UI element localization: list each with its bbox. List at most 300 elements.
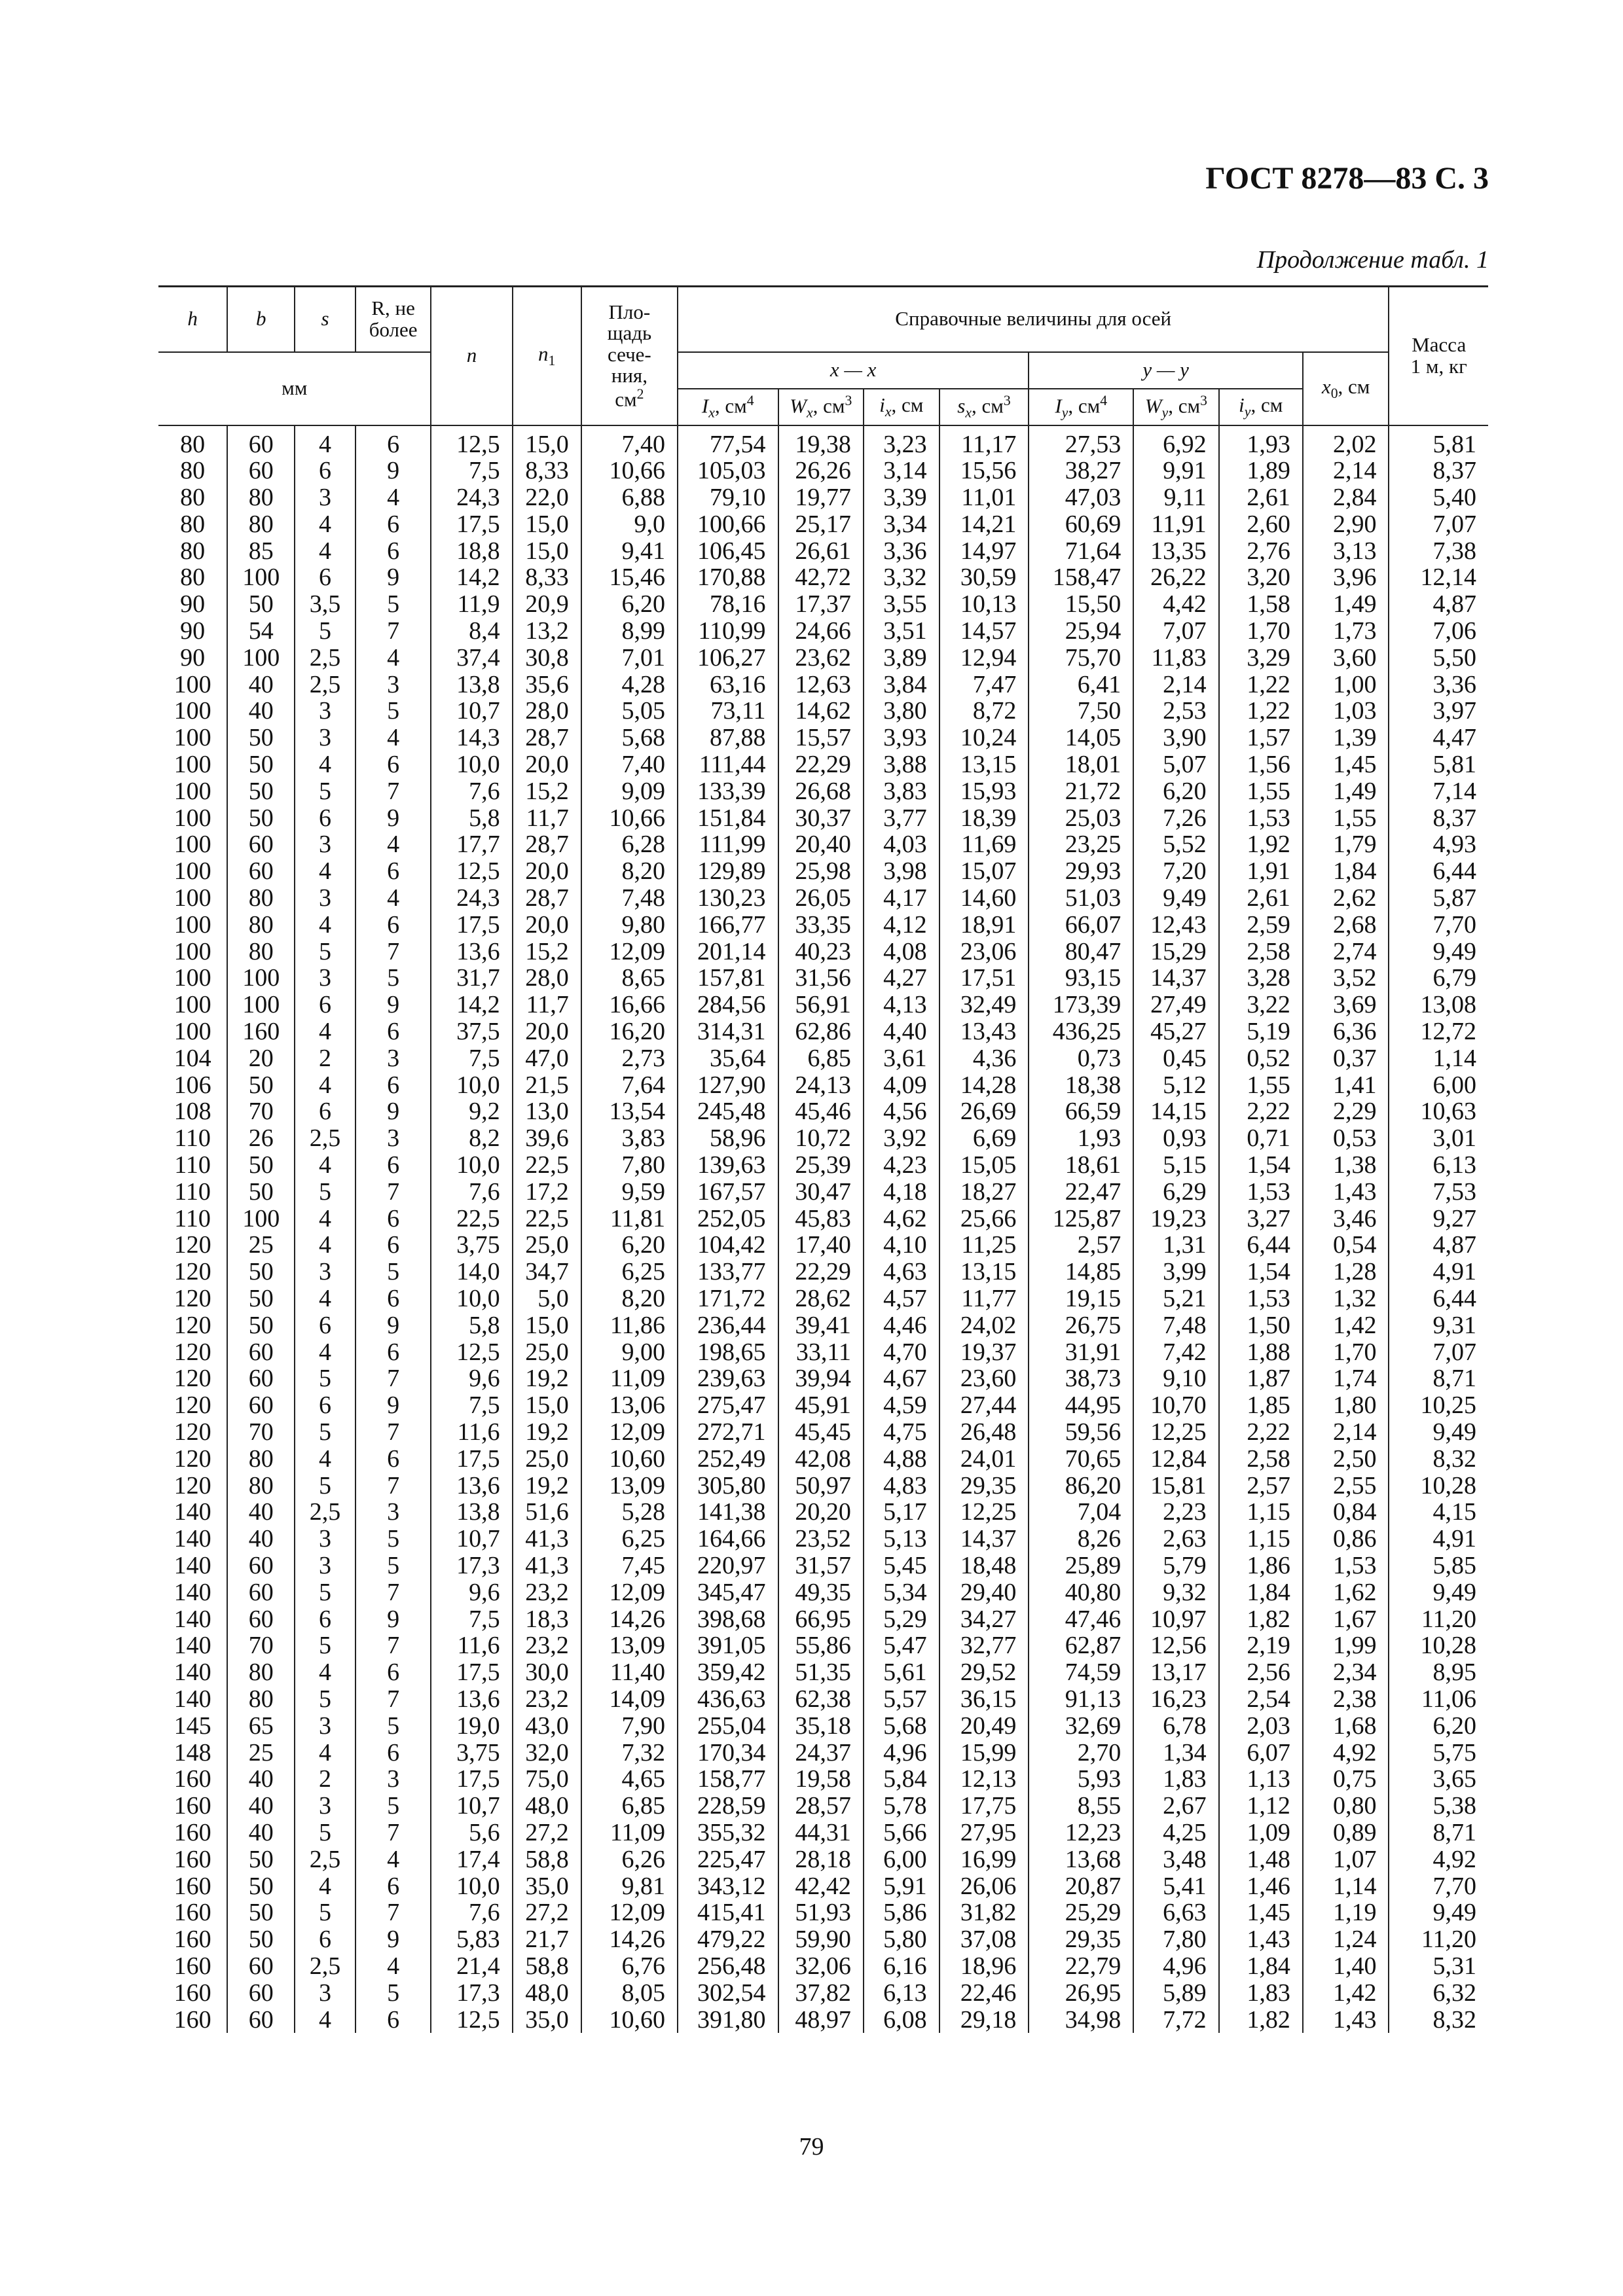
table-cell: 6,79 (1389, 965, 1488, 992)
table-cell: 4 (295, 912, 356, 939)
table-cell: 10,70 (1133, 1392, 1218, 1419)
table-cell: 8,99 (581, 618, 678, 645)
table-cell: 50 (227, 805, 295, 832)
table-cell: 7,64 (581, 1072, 678, 1099)
table-cell: 10,25 (1389, 1392, 1488, 1419)
table-cell: 36,15 (939, 1686, 1029, 1713)
table-cell: 56,91 (778, 992, 864, 1018)
table-cell: 157,81 (678, 965, 778, 992)
table-cell: 2,23 (1133, 1499, 1218, 1526)
table-cell: 7,40 (581, 751, 678, 778)
table-cell: 5,89 (1133, 1980, 1218, 2007)
table-cell: 12,5 (431, 425, 512, 458)
table-cell: 7 (356, 1473, 431, 1499)
table-cell: 7,07 (1389, 511, 1488, 538)
table-cell: 1,88 (1219, 1339, 1303, 1366)
table-cell: 4,47 (1389, 725, 1488, 751)
table-cell: 23,25 (1029, 831, 1133, 858)
table-row (158, 1526, 1488, 1552)
table-cell: 15,0 (513, 511, 581, 538)
table-cell: 6 (356, 425, 431, 458)
table-cell: 3,69 (1303, 992, 1389, 1018)
col-n1-header (513, 287, 581, 425)
table-cell: 2,62 (1303, 885, 1389, 912)
col-sx-header (939, 389, 1029, 425)
table-cell: 4,63 (864, 1259, 939, 1285)
table-cell: 1,53 (1219, 805, 1303, 832)
table-row (158, 1098, 1488, 1125)
table-cell: 6,28 (581, 831, 678, 858)
table-cell: 12,5 (431, 2007, 512, 2034)
table-cell: 4,40 (864, 1018, 939, 1045)
table-cell: 5 (356, 1552, 431, 1579)
table-cell: 6,26 (581, 1846, 678, 1873)
table-cell: 13,15 (939, 751, 1029, 778)
table-cell: 4,18 (864, 1179, 939, 1206)
table-cell: 1,55 (1219, 778, 1303, 805)
col-wy-header (1133, 389, 1218, 425)
table-row (158, 1793, 1488, 1820)
col-s-header: s (295, 287, 356, 352)
wy-sub: y (1161, 404, 1169, 421)
wy-label: W (1144, 394, 1162, 418)
table-row (158, 1285, 1488, 1312)
table-cell: 1,91 (1219, 858, 1303, 885)
table-cell: 4 (356, 484, 431, 511)
table-cell: 170,34 (678, 1740, 778, 1767)
table-cell: 6,88 (581, 484, 678, 511)
table-cell: 104 (158, 1045, 227, 1072)
area-unit-sup: 2 (636, 386, 644, 402)
table-cell: 4,91 (1389, 1259, 1488, 1285)
table-cell: 21,5 (513, 1072, 581, 1099)
x0-unit: , см (1338, 374, 1370, 398)
wx-sup: 3 (845, 392, 852, 408)
table-cell: 3 (295, 725, 356, 751)
area-line3: сече- (607, 342, 651, 366)
table-cell: 140 (158, 1499, 227, 1526)
table-cell: 2,14 (1303, 1419, 1389, 1446)
table-cell: 4 (295, 538, 356, 565)
col-n1-sub: 1 (548, 352, 556, 368)
table-cell: 4,96 (1133, 1953, 1218, 1980)
table-cell: 1,14 (1389, 1045, 1488, 1072)
table-cell: 19,15 (1029, 1285, 1133, 1312)
table-cell: 14,09 (581, 1686, 678, 1713)
table-row (158, 1018, 1488, 1045)
table-cell: 21,72 (1029, 778, 1133, 805)
table-cell: 3,84 (864, 672, 939, 698)
table-cell: 4,57 (864, 1285, 939, 1312)
table-cell: 27,95 (939, 1820, 1029, 1846)
table-cell: 17,3 (431, 1552, 512, 1579)
table-cell: 37,4 (431, 645, 512, 672)
table-cell: 23,2 (513, 1579, 581, 1606)
table-row (158, 1499, 1488, 1526)
col-area-header (581, 287, 678, 425)
table-cell: 12,09 (581, 1419, 678, 1446)
table-cell: 80 (227, 511, 295, 538)
table-cell: 42,08 (778, 1446, 864, 1473)
table-cell: 166,77 (678, 912, 778, 939)
table-cell: 100 (227, 645, 295, 672)
table-cell: 3,65 (1389, 1766, 1488, 1793)
col-r-label: R, не более (369, 296, 418, 341)
table-cell: 9,6 (431, 1579, 512, 1606)
table-cell: 17,5 (431, 1446, 512, 1473)
table-cell: 11,7 (513, 805, 581, 832)
table-cell: 10,7 (431, 698, 512, 725)
table-cell: 40 (227, 1766, 295, 1793)
table-row (158, 538, 1488, 565)
table-cell: 1,79 (1303, 831, 1389, 858)
table-cell: 6,13 (1389, 1152, 1488, 1179)
table-cell: 23,2 (513, 1632, 581, 1659)
table-cell: 11,69 (939, 831, 1029, 858)
table-cell: 1,93 (1029, 1125, 1133, 1152)
table-cell: 4,67 (864, 1365, 939, 1392)
table-cell: 160 (158, 1820, 227, 1846)
table-cell: 1,84 (1303, 858, 1389, 885)
table-cell: 164,66 (678, 1526, 778, 1552)
table-row (158, 1953, 1488, 1980)
table-cell: 47,03 (1029, 484, 1133, 511)
table-cell: 2,90 (1303, 511, 1389, 538)
table-cell: 27,53 (1029, 425, 1133, 458)
table-cell: 5,93 (1029, 1766, 1133, 1793)
table-cell: 4,87 (1389, 1232, 1488, 1259)
table-cell: 120 (158, 1446, 227, 1473)
table-cell: 4 (295, 1206, 356, 1232)
table-cell: 2,50 (1303, 1446, 1389, 1473)
table-cell: 0,73 (1029, 1045, 1133, 1072)
table-cell: 5 (295, 1632, 356, 1659)
table-cell: 4,36 (939, 1045, 1029, 1072)
table-cell: 391,05 (678, 1632, 778, 1659)
table-cell: 6 (295, 992, 356, 1018)
table-cell: 31,57 (778, 1552, 864, 1579)
table-cell: 5,40 (1389, 484, 1488, 511)
table-cell: 19,23 (1133, 1206, 1218, 1232)
table-cell: 4 (295, 1232, 356, 1259)
table-cell: 343,12 (678, 1873, 778, 1900)
table-cell: 12,5 (431, 1339, 512, 1366)
table-cell: 7,53 (1389, 1179, 1488, 1206)
table-cell: 3,14 (864, 457, 939, 484)
axis-xx-header: x — x (678, 352, 1029, 389)
table-cell: 26,26 (778, 457, 864, 484)
table-row (158, 1766, 1488, 1793)
table-cell: 6 (356, 1206, 431, 1232)
table-cell: 5,81 (1389, 751, 1488, 778)
table-cell: 2,14 (1133, 672, 1218, 698)
table-cell: 31,7 (431, 965, 512, 992)
table-cell: 18,96 (939, 1953, 1029, 1980)
table-cell: 4 (295, 1072, 356, 1099)
table-cell: 1,53 (1219, 1285, 1303, 1312)
table-cell: 26,48 (939, 1419, 1029, 1446)
table-cell: 11,9 (431, 591, 512, 618)
table-cell: 70,65 (1029, 1446, 1133, 1473)
wy-unit: , см (1168, 394, 1201, 418)
table-row (158, 1740, 1488, 1767)
table-cell: 11,81 (581, 1206, 678, 1232)
table-cell: 100 (158, 672, 227, 698)
table-cell: 18,38 (1029, 1072, 1133, 1099)
table-cell: 5,12 (1133, 1072, 1218, 1099)
table-cell: 17,51 (939, 965, 1029, 992)
table-cell: 5 (295, 778, 356, 805)
table-cell: 60 (227, 1579, 295, 1606)
table-cell: 3,34 (864, 511, 939, 538)
table-cell: 30,0 (513, 1659, 581, 1686)
table-cell: 19,2 (513, 1419, 581, 1446)
table-cell: 100 (158, 778, 227, 805)
table-cell: 17,4 (431, 1846, 512, 1873)
table-cell: 0,93 (1133, 1125, 1218, 1152)
table-cell: 120 (158, 1312, 227, 1339)
table-row (158, 939, 1488, 965)
table-cell: 359,42 (678, 1659, 778, 1686)
table-cell: 25 (227, 1232, 295, 1259)
table-cell: 60 (227, 1339, 295, 1366)
table-cell: 3,96 (1303, 564, 1389, 591)
table-row (158, 912, 1488, 939)
table-cell: 6 (295, 805, 356, 832)
table-cell: 5,8 (431, 1312, 512, 1339)
table-cell: 1,55 (1219, 1072, 1303, 1099)
table-cell: 160 (158, 1899, 227, 1926)
table-cell: 7,5 (431, 457, 512, 484)
table-cell: 3,51 (864, 618, 939, 645)
table-cell: 29,35 (1029, 1926, 1133, 1953)
table-cell: 105,03 (678, 457, 778, 484)
table-cell: 9,91 (1133, 457, 1218, 484)
table-cell: 80 (227, 1659, 295, 1686)
table-cell: 6 (356, 912, 431, 939)
table-cell: 2,55 (1303, 1473, 1389, 1499)
table-cell: 8,20 (581, 858, 678, 885)
table-cell: 3,29 (1219, 645, 1303, 672)
table-cell: 19,38 (778, 425, 864, 458)
table-cell: 8,2 (431, 1125, 512, 1152)
table-cell: 7 (356, 778, 431, 805)
table-cell: 479,22 (678, 1926, 778, 1953)
table-cell: 1,87 (1219, 1365, 1303, 1392)
table-cell: 1,46 (1219, 1873, 1303, 1900)
table-cell: 4,27 (864, 965, 939, 992)
table-cell: 1,38 (1303, 1152, 1389, 1179)
table-cell: 33,11 (778, 1339, 864, 1366)
table-cell: 15,0 (513, 1392, 581, 1419)
table-cell: 120 (158, 1259, 227, 1285)
table-cell: 160 (158, 1953, 227, 1980)
table-cell: 3,13 (1303, 538, 1389, 565)
table-cell: 160 (158, 2007, 227, 2034)
table-cell: 7,42 (1133, 1339, 1218, 1366)
table-cell: 74,59 (1029, 1659, 1133, 1686)
table-cell: 51,03 (1029, 885, 1133, 912)
table-cell: 3 (356, 1499, 431, 1526)
table-cell: 44,31 (778, 1820, 864, 1846)
table-cell: 100 (158, 805, 227, 832)
page-header: ГОСТ 8278—83 С. 3 (1205, 161, 1489, 196)
table-cell: 2,53 (1133, 698, 1218, 725)
table-cell: 51,6 (513, 1499, 581, 1526)
table-cell: 25,03 (1029, 805, 1133, 832)
table-cell: 100 (158, 1018, 227, 1045)
table-row (158, 2007, 1488, 2034)
table-cell: 140 (158, 1686, 227, 1713)
table-cell: 5 (356, 698, 431, 725)
table-cell: 9 (356, 457, 431, 484)
table-cell: 160 (158, 1766, 227, 1793)
table-cell: 14,37 (939, 1526, 1029, 1552)
table-cell: 80 (158, 425, 227, 458)
table-cell: 42,72 (778, 564, 864, 591)
table-cell: 2 (295, 1766, 356, 1793)
table-cell: 5,91 (864, 1873, 939, 1900)
iy-unit: , см (1068, 394, 1101, 418)
table-cell: 3,75 (431, 1740, 512, 1767)
col-r-header (356, 287, 431, 352)
table-cell: 73,11 (678, 698, 778, 725)
table-cell: 60 (227, 1552, 295, 1579)
table-cell: 1,67 (1303, 1606, 1389, 1633)
table-cell: 7,20 (1133, 858, 1218, 885)
table-cell: 1,00 (1303, 672, 1389, 698)
table-cell: 0,84 (1303, 1499, 1389, 1526)
table-cell: 160 (158, 1793, 227, 1820)
table-cell: 6 (356, 1873, 431, 1900)
table-cell: 27,2 (513, 1820, 581, 1846)
table-cell: 60 (227, 1606, 295, 1633)
table-row (158, 1632, 1488, 1659)
table-cell: 15,81 (1133, 1473, 1218, 1499)
table-cell: 26,61 (778, 538, 864, 565)
table-cell: 1,54 (1219, 1259, 1303, 1285)
table-cell: 140 (158, 1659, 227, 1686)
table-cell: 5,68 (864, 1713, 939, 1740)
table-cell: 19,0 (431, 1713, 512, 1740)
iy-label: I (1055, 394, 1062, 418)
table-cell: 436,63 (678, 1686, 778, 1713)
table-cell: 7,5 (431, 1045, 512, 1072)
col-n1-label: n (538, 342, 549, 365)
table-cell: 8,37 (1389, 805, 1488, 832)
table-cell: 20,0 (513, 1018, 581, 1045)
table-row (158, 1045, 1488, 1072)
col-h-header: h (158, 287, 227, 352)
table-cell: 148 (158, 1740, 227, 1767)
table-cell: 28,7 (513, 831, 581, 858)
table-row (158, 1686, 1488, 1713)
table-cell: 0,53 (1303, 1125, 1389, 1152)
table-cell: 4,88 (864, 1446, 939, 1473)
table-cell: 19,2 (513, 1365, 581, 1392)
table-row (158, 1392, 1488, 1419)
table-cell: 60 (227, 1953, 295, 1980)
table-cell: 28,7 (513, 885, 581, 912)
table-cell: 3 (295, 1713, 356, 1740)
table-cell: 3,39 (864, 484, 939, 511)
table-cell: 20,20 (778, 1499, 864, 1526)
table-cell: 32,69 (1029, 1713, 1133, 1740)
table-row (158, 564, 1488, 591)
table-cell: 0,71 (1219, 1125, 1303, 1152)
area-line2: щадь (607, 321, 652, 345)
table-cell: 58,8 (513, 1846, 581, 1873)
col-n-header: n (431, 287, 512, 425)
table-cell: 39,94 (778, 1365, 864, 1392)
table-row (158, 1365, 1488, 1392)
table-cell: 3,32 (864, 564, 939, 591)
table-cell: 25,29 (1029, 1899, 1133, 1926)
table-cell: 3 (295, 965, 356, 992)
table-cell: 50 (227, 1179, 295, 1206)
table-cell: 26,05 (778, 885, 864, 912)
table-cell: 9 (356, 805, 431, 832)
table-cell: 3,22 (1219, 992, 1303, 1018)
table-cell: 4 (295, 1285, 356, 1312)
table-cell: 39,41 (778, 1312, 864, 1339)
table-cell: 14,97 (939, 538, 1029, 565)
table-cell: 6,16 (864, 1953, 939, 1980)
table-cell: 0,54 (1303, 1232, 1389, 1259)
table-cell: 3,92 (864, 1125, 939, 1152)
table-row (158, 1339, 1488, 1366)
table-row (158, 1232, 1488, 1259)
table-cell: 5,13 (864, 1526, 939, 1552)
table-cell: 100 (227, 992, 295, 1018)
table-row (158, 1206, 1488, 1232)
table-cell: 1,39 (1303, 725, 1389, 751)
table-cell: 100 (158, 912, 227, 939)
table-cell: 14,62 (778, 698, 864, 725)
table-cell: 2,38 (1303, 1686, 1389, 1713)
table-cell: 120 (158, 1365, 227, 1392)
table-cell: 1,45 (1303, 751, 1389, 778)
table-cell: 6 (356, 858, 431, 885)
table-cell: 13,54 (581, 1098, 678, 1125)
table-cell: 100 (158, 751, 227, 778)
table-cell: 6,20 (1133, 778, 1218, 805)
table-row (158, 1579, 1488, 1606)
table-row (158, 457, 1488, 484)
table-cell: 18,8 (431, 538, 512, 565)
table-cell: 50 (227, 1072, 295, 1099)
table-cell: 5,8 (431, 805, 512, 832)
table-cell: 7 (356, 1419, 431, 1446)
table-cell: 1,55 (1303, 805, 1389, 832)
table-cell: 4 (356, 831, 431, 858)
table-cell: 78,16 (678, 591, 778, 618)
table-cell: 10,0 (431, 1152, 512, 1179)
table-cell: 50 (227, 591, 295, 618)
table-cell: 10,66 (581, 805, 678, 832)
table-row (158, 1125, 1488, 1152)
table-cell: 125,87 (1029, 1206, 1133, 1232)
table-cell: 1,22 (1219, 698, 1303, 725)
area-line1: Пло- (608, 300, 651, 323)
table-cell: 7,07 (1133, 618, 1218, 645)
table-cell: 19,2 (513, 1473, 581, 1499)
table-cell: 1,41 (1303, 1072, 1389, 1099)
table-cell: 10,28 (1389, 1473, 1488, 1499)
table-cell: 90 (158, 591, 227, 618)
table-cell: 13,43 (939, 1018, 1029, 1045)
table-cell: 34,98 (1029, 2007, 1133, 2034)
